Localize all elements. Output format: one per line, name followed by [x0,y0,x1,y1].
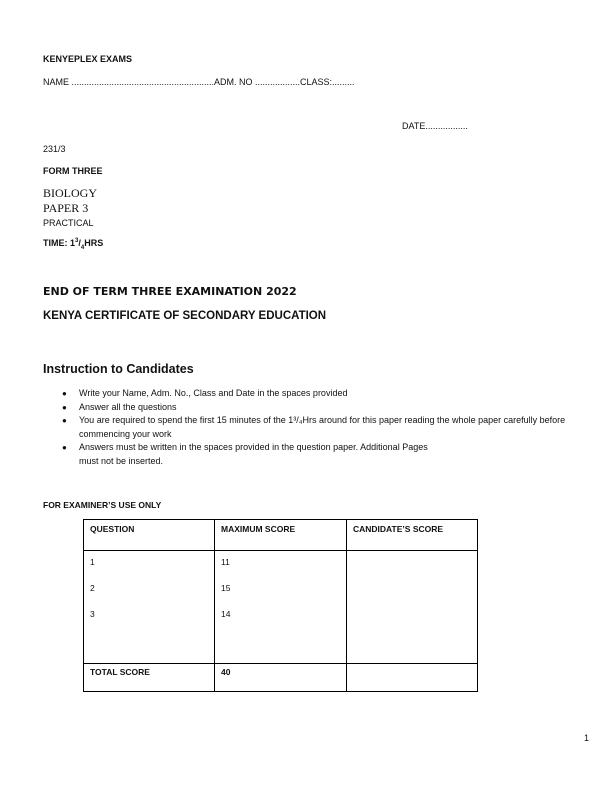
candidate-score-cell [347,551,478,664]
header-maximum-score: MAXIMUM SCORE [215,520,347,551]
paper-code: 231/3 [43,144,66,154]
max-score-cell [215,551,347,664]
subject-label: BIOLOGY [43,186,97,200]
examiner-label: FOR EXAMINER’S USE ONLY [43,500,162,510]
org-name: KENYEPLEX EXAMS [43,54,133,64]
instructions-heading: Instruction to Candidates [43,362,194,376]
table-body-row [84,551,478,664]
total-row [84,664,478,692]
question-number: 1 [90,557,95,567]
question-cell [84,551,215,664]
instruction-item: ● Answers must be written in the spaces provided in the question paper. Additional Pages must not be inserted. [62,442,428,466]
bullet-icon: ● [62,443,67,452]
certificate-title: KENYA CERTIFICATE OF SECONDARY EDUCATION [43,310,327,322]
question-number: 2 [90,583,95,593]
paper-label: PAPER 3 [43,201,89,215]
instructions-list [62,387,569,468]
form-label: FORM THREE [43,166,103,176]
total-value: 40 [215,664,347,692]
practical-label: PRACTICAL [43,218,94,228]
bullet-icon: ● [62,389,67,398]
bullet-icon: ● [62,416,67,425]
time-label: TIME: $1^3/_4HRS$ [43,238,104,251]
max-score: 15 [221,583,231,593]
instruction-item: ● Answer all the questions [62,401,569,415]
max-score: 14 [221,609,231,619]
header-candidate-score: CANDIDATE’S SCORE [347,520,478,551]
name-adm-class-line: NAME .........................................................ADM. NO ..................CLASS:......... [43,77,355,87]
bullet-icon: ● [62,402,67,412]
total-label: TOTAL SCORE [84,664,215,692]
exam-title: END OF TERM THREE EXAMINATION 2022 [43,285,297,298]
table-header-row [84,520,478,551]
max-score: 11 [221,557,230,567]
instruction-item: ● Write your Name, Adm. No., Class and Date in the spaces provided [62,387,569,401]
question-number: 3 [90,609,95,619]
page-number: 1 [584,733,590,743]
date-line: DATE................. [402,121,468,131]
header-question: QUESTION [84,520,215,551]
instruction-item: ● You are required to spend the first 15 minutes of the 1³/₄Hrs around for this paper reading the whole paper carefully before commencing your work [62,415,566,439]
total-candidate-score [347,664,478,692]
examiner-score-table [83,519,478,692]
